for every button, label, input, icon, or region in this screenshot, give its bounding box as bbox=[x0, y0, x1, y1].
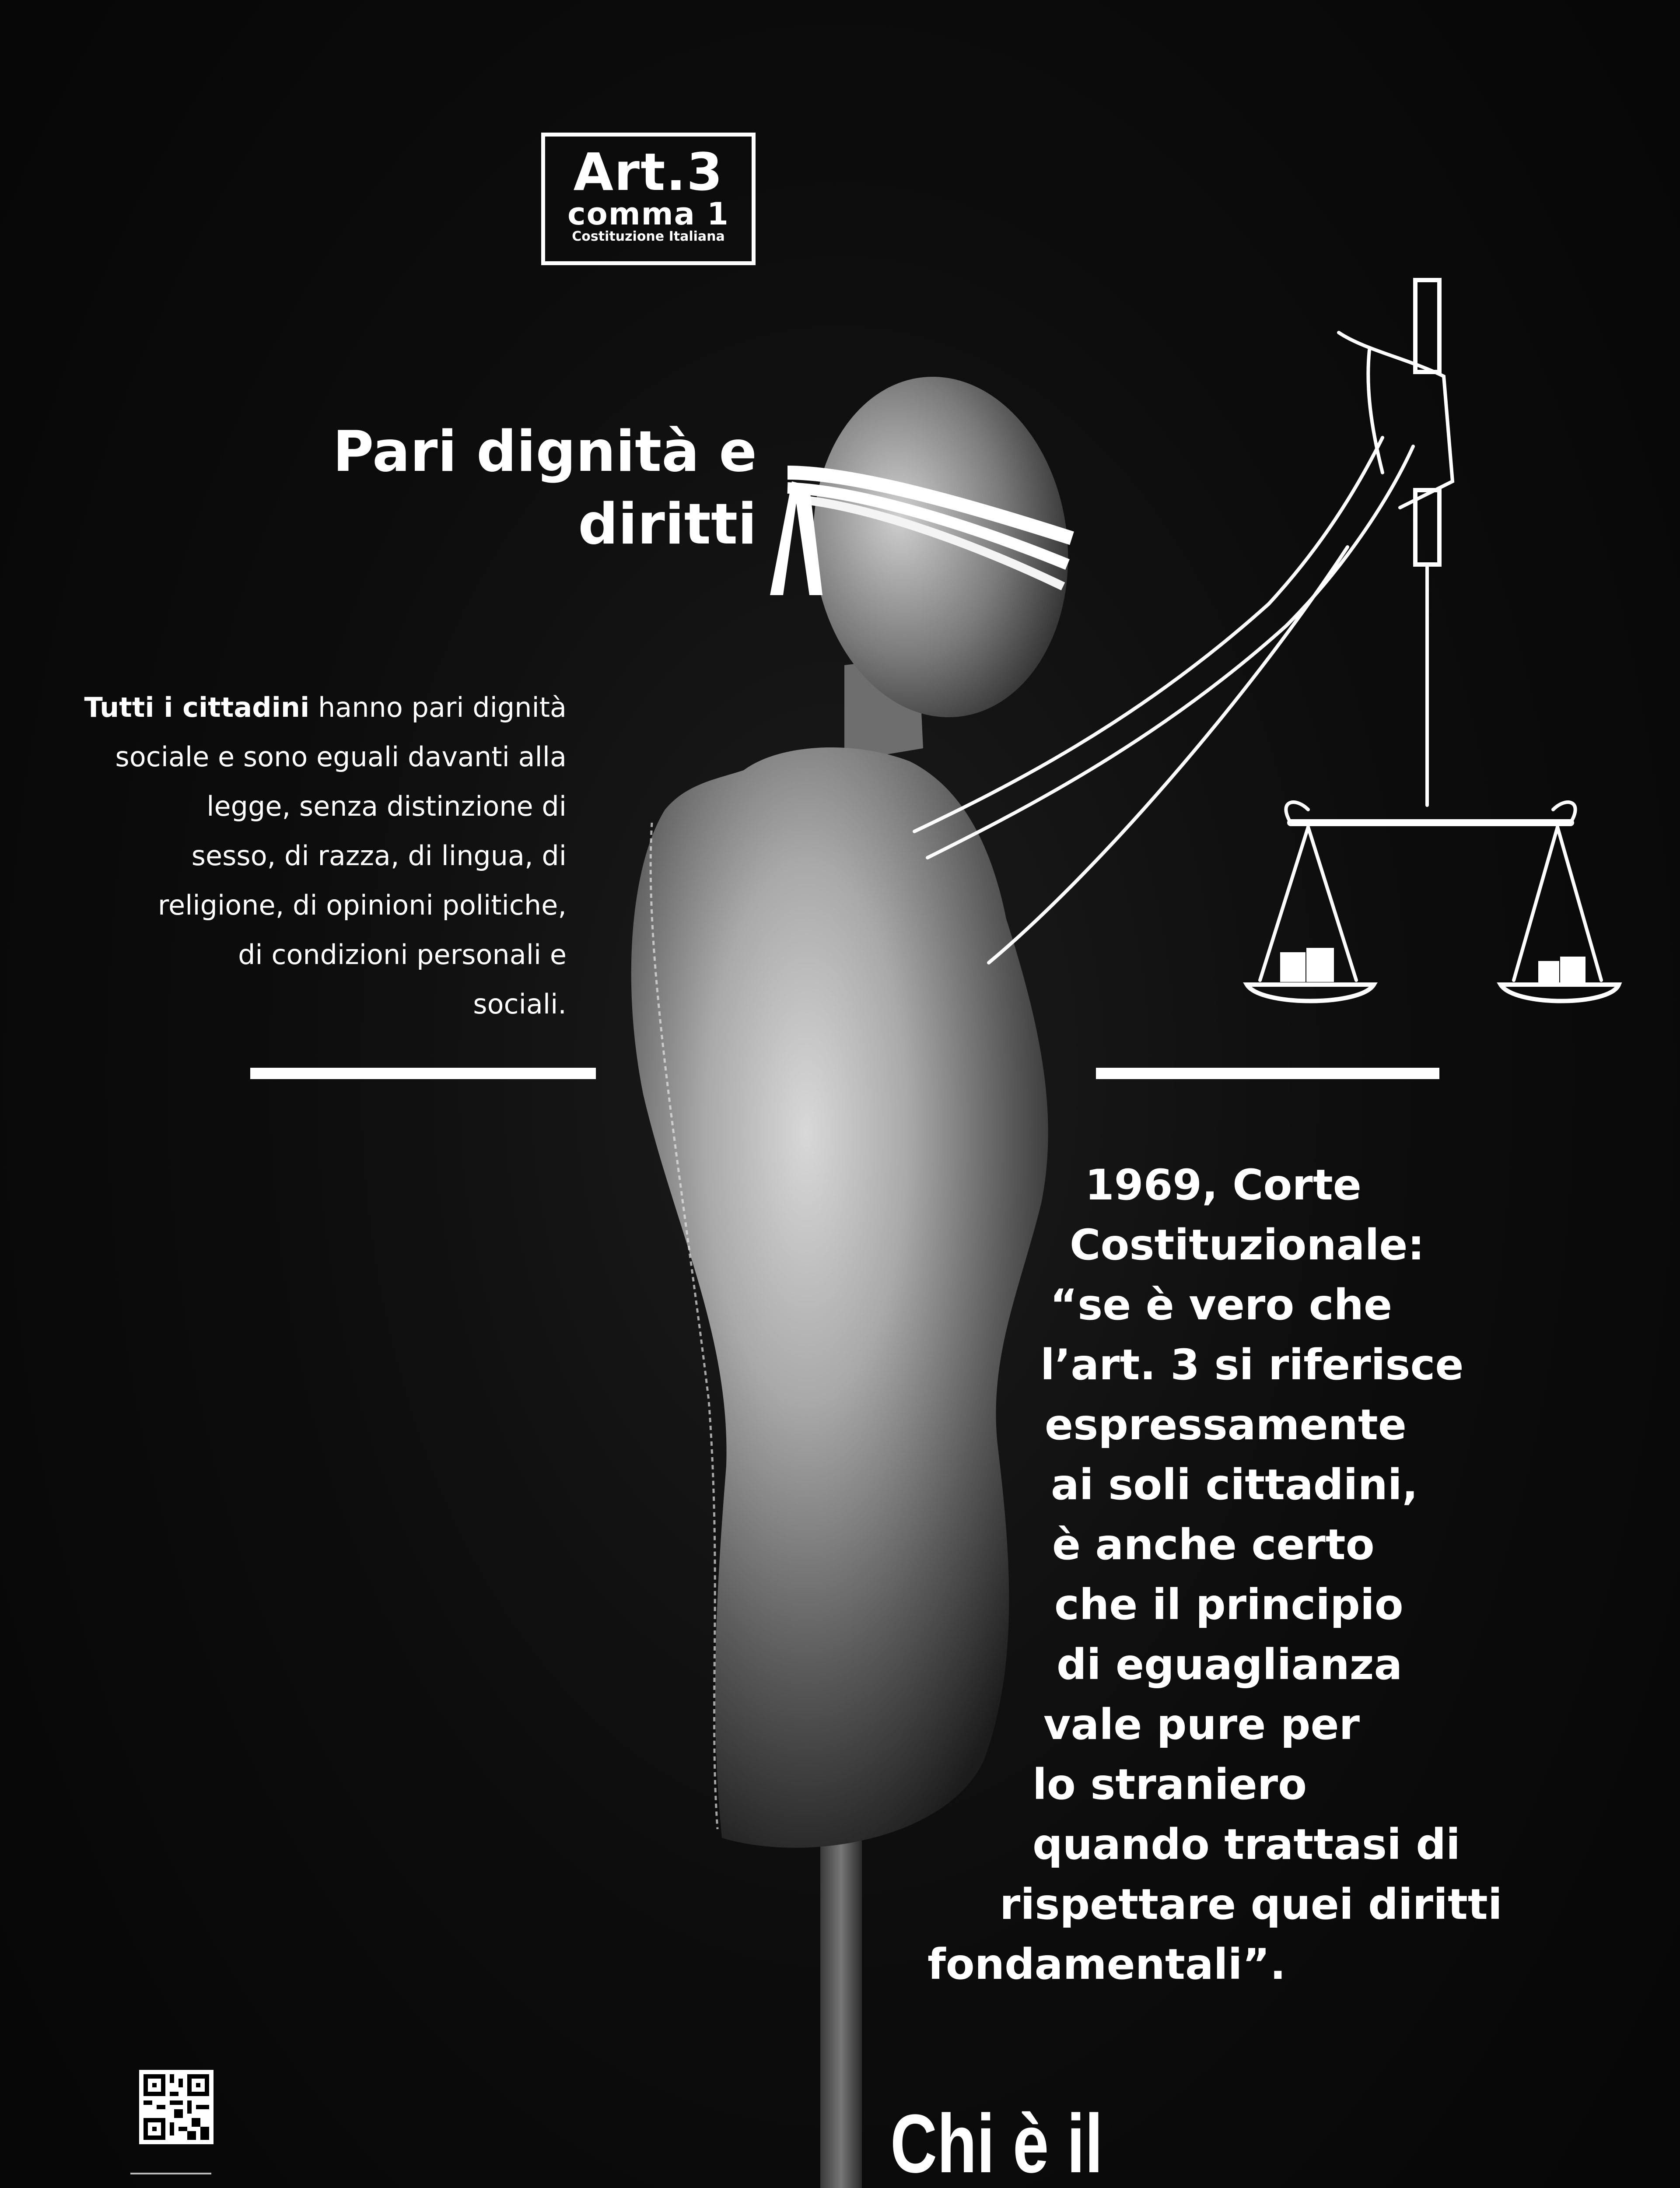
quote-line: che il principio bbox=[1054, 1580, 1404, 1629]
article-body-lead: Tutti i cittadini bbox=[84, 691, 310, 723]
quote-line: lo straniero bbox=[1032, 1760, 1307, 1809]
quote-line: ai soli cittadini, bbox=[1051, 1460, 1418, 1509]
quote-line: fondamentali”. bbox=[928, 1940, 1286, 1989]
divider-left bbox=[250, 1068, 596, 1079]
quote-line: 1969, Corte bbox=[1085, 1161, 1362, 1210]
quote-line: quando trattasi di bbox=[1032, 1820, 1460, 1869]
quote-line: è anche certo bbox=[1052, 1520, 1375, 1569]
quote-line: di eguaglianza bbox=[1057, 1640, 1403, 1689]
article-box bbox=[541, 133, 756, 265]
footer-divider bbox=[130, 2173, 211, 2174]
divider-right bbox=[1096, 1068, 1439, 1079]
quote-line: “se è vero che bbox=[1050, 1280, 1393, 1329]
qr-code-icon[interactable] bbox=[139, 2070, 214, 2144]
article-body-text: hanno pari dignità sociale e sono eguali davanti alla legge, senza distinzione di sesso, di razza, di lingua, di religione, di opinioni politiche, di condizioni personali e sociali. bbox=[115, 691, 567, 1020]
quote-line: Costituzionale: bbox=[1070, 1220, 1424, 1269]
article-title: Art.3 bbox=[573, 142, 724, 202]
headline-line2: diritti bbox=[578, 492, 757, 557]
quote-line: rispettare quei diritti bbox=[1000, 1880, 1502, 1929]
court-quote bbox=[928, 1155, 1584, 1995]
headline bbox=[232, 416, 757, 561]
head bbox=[797, 364, 1085, 730]
quote-line: espressamente bbox=[1045, 1400, 1407, 1449]
quote-line: vale pure per bbox=[1043, 1700, 1360, 1749]
question-line1: Chi è il bbox=[890, 2097, 1103, 2188]
article-subtitle: comma 1 bbox=[567, 196, 729, 232]
article-body bbox=[0, 683, 567, 1029]
article-source: Costituzione Italiana bbox=[572, 229, 725, 244]
stand-pole bbox=[820, 1829, 862, 2188]
quote-line: l’art. 3 si riferisce bbox=[1040, 1340, 1464, 1389]
closing-question bbox=[890, 2092, 1225, 2188]
headline-line1: Pari dignità e bbox=[332, 419, 757, 484]
